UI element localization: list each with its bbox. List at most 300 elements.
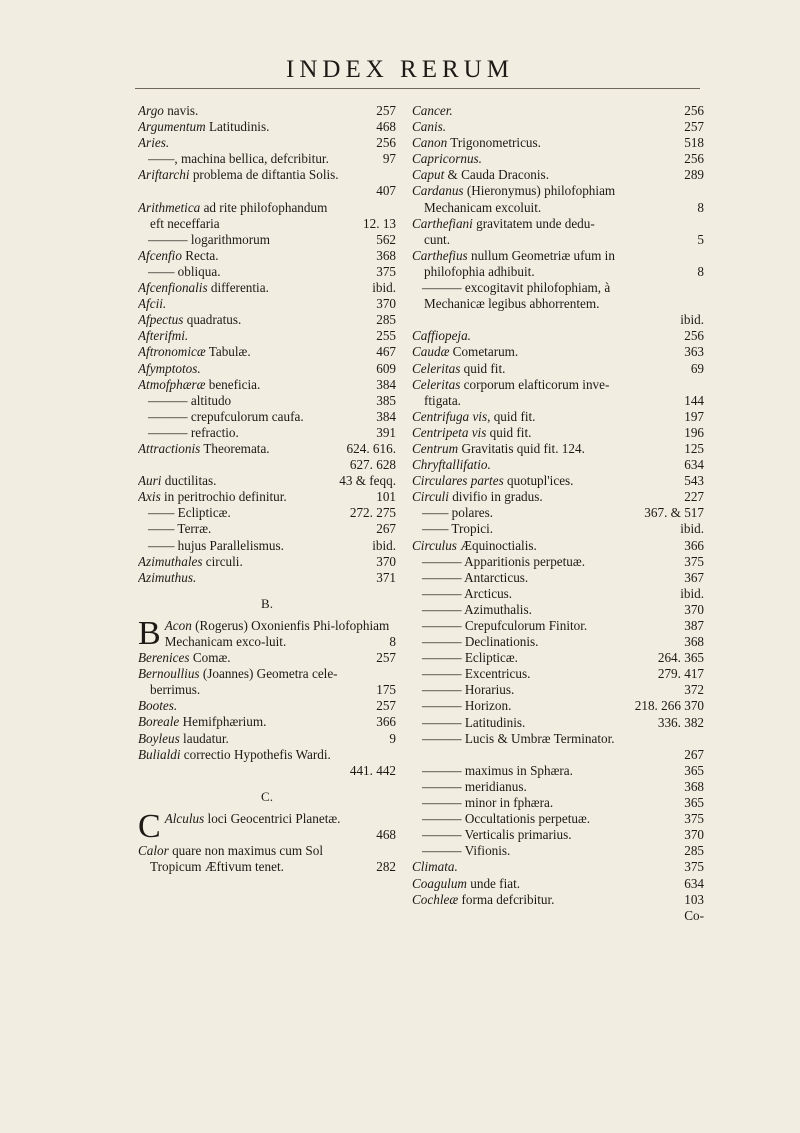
entry-head: Coagulum (412, 875, 467, 891)
entry-rest: Gravitatis quid fit. 124. (458, 440, 585, 456)
entry-rest: , quid fit. (487, 408, 536, 424)
index-entry (412, 216, 704, 232)
entry-head: Axis (138, 489, 161, 505)
index-entry (412, 296, 704, 312)
entry-text (412, 715, 654, 731)
entry-page: 9 (389, 730, 396, 746)
entry-text (138, 167, 392, 183)
entry-rest: ——, machina bellica, defcribitur. (148, 151, 329, 167)
index-entry (138, 151, 396, 167)
index-entry (138, 167, 396, 183)
entry-page: 385 (376, 392, 396, 408)
entry-page: 387 (684, 618, 704, 633)
index-entry (412, 892, 704, 908)
entry-rest: ——— Horarius. (422, 682, 515, 698)
index-entry (138, 521, 396, 537)
entry-rest: ——— Antarcticus. (422, 569, 529, 585)
entry-page: ibid. (372, 537, 396, 553)
entry-text (412, 827, 680, 843)
entry-text (412, 441, 680, 457)
entry-page: 468 (376, 827, 396, 843)
entry-text (138, 119, 372, 135)
index-entry (412, 167, 704, 183)
entry-head: Chryftallifatio. (412, 457, 491, 473)
entry-text (412, 554, 680, 570)
entry-page: 43 & feqq. (339, 473, 396, 489)
entry-rest: Hemifphærium. (179, 714, 267, 730)
entry-page: 144 (684, 392, 704, 408)
entry-rest: ——— Azimuthalis. (422, 601, 532, 617)
entry-text (412, 570, 680, 586)
entry-rest: problema de diftantia Solis. (189, 167, 339, 183)
entry-head: Acon (164, 617, 192, 633)
entry-rest: —— hujus Parallelismus. (148, 537, 284, 553)
index-entry (412, 200, 704, 216)
entry-head: Canis. (412, 119, 447, 135)
entry-rest: Mechanicæ legibus abhorrentem. (424, 296, 600, 312)
entry-text (412, 892, 680, 908)
entry-head: Afcenfio (138, 247, 182, 263)
entry-page: 257 (376, 103, 396, 118)
entry-text (138, 200, 392, 216)
index-entry (412, 795, 704, 811)
entry-text (412, 248, 700, 264)
index-entry (412, 505, 704, 521)
entry-head: Bulialdi (138, 746, 181, 762)
entry-rest: ——— crepufculorum caufa. (148, 408, 304, 424)
entry-text (412, 876, 680, 892)
entry-rest: —— Eclipticæ. (148, 505, 231, 521)
entry-head: Circuli (412, 489, 449, 505)
entry-rest: ——— Excentricus. (422, 666, 531, 682)
index-entry (138, 505, 396, 521)
index-entry (138, 248, 396, 264)
entry-page: 384 (376, 408, 396, 424)
index-entry (138, 650, 396, 666)
entry-text (412, 328, 680, 344)
entry-rest: ——— Apparitionis perpetuæ. (422, 553, 585, 569)
index-entry (138, 377, 396, 393)
entry-page: 407 (376, 183, 396, 199)
index-entry (412, 119, 704, 135)
entry-rest: ——— Eclipticæ. (422, 650, 518, 666)
entry-text (412, 457, 680, 473)
entry-rest: ——— minor in fphæra. (422, 795, 554, 811)
entry-rest: Latitudinis. (205, 119, 270, 135)
entry-text (138, 425, 372, 441)
entry-head: Argo (138, 103, 164, 118)
entry-head: Auri (138, 473, 162, 489)
entry-page: ibid. (680, 585, 704, 601)
entry-page: 279. 417 (657, 666, 704, 682)
entry-text (138, 570, 372, 586)
entry-head: Caudæ (412, 344, 450, 360)
entry-head: Caput (412, 167, 445, 183)
letter-heading-c: C. (261, 788, 273, 804)
index-entry (138, 666, 396, 682)
index-entry (138, 843, 396, 859)
index-entry (412, 827, 704, 843)
entry-text (138, 296, 372, 312)
entry-head: Azimuthales (138, 553, 203, 569)
entry-text (412, 811, 680, 827)
index-entry (138, 361, 396, 377)
entry-page: 125 (684, 440, 704, 456)
entry-page: 103 (684, 891, 704, 907)
entry-page: 375 (376, 263, 396, 279)
entry-head: Circulus (412, 537, 457, 553)
index-entry (138, 441, 396, 457)
index-entry (412, 264, 704, 280)
entry-text (412, 538, 680, 554)
index-entry (138, 119, 396, 135)
entry-page: 264. 365 (657, 650, 704, 666)
entry-text (138, 650, 372, 666)
entry-text (138, 682, 372, 698)
entry-page: ibid. (680, 312, 704, 328)
entry-text (138, 328, 372, 344)
entry-rest: Tropicum Æftivum tenet. (150, 859, 284, 875)
entry-rest: (Joannes) Geometra cele- (199, 666, 338, 682)
index-entry (138, 135, 396, 151)
entry-text (138, 843, 392, 859)
left-column (138, 103, 396, 875)
index-entry (412, 586, 704, 602)
entry-head: Bernoullius (138, 666, 200, 682)
entry-page: 256 (684, 151, 704, 167)
index-entry (412, 344, 704, 360)
entry-page: 267 (376, 521, 396, 537)
entry-head: Centripeta vis (412, 424, 487, 440)
entry-head: Afymptotos. (138, 360, 201, 376)
entry-rest: ——— Occultationis perpetuæ. (422, 811, 591, 827)
index-entry (138, 312, 396, 328)
entry-page: Co- (684, 907, 704, 923)
index-entry (412, 811, 704, 827)
entry-text (138, 151, 379, 167)
entry-text (412, 135, 680, 151)
entry-page: 256 (376, 135, 396, 151)
entry-head: Canon (412, 135, 448, 151)
entry-page: 441. 442 (349, 762, 396, 778)
index-entry (138, 763, 396, 779)
entry-page: ibid. (372, 280, 396, 296)
index-entry (138, 264, 396, 280)
index-entry (138, 859, 396, 875)
index-entry (412, 731, 704, 747)
index-entry (138, 538, 396, 554)
entry-rest: Tabulæ. (205, 344, 251, 360)
entry-text (412, 521, 676, 537)
entry-text (138, 747, 392, 763)
index-entry (412, 779, 704, 795)
entry-rest: —— polares. (422, 505, 494, 521)
entry-page: 363 (684, 344, 704, 360)
entry-page: 372 (684, 682, 704, 698)
entry-page: 8 (389, 634, 396, 649)
entry-text (138, 280, 368, 296)
index-entry (412, 859, 704, 875)
entry-head: Cochleæ (412, 891, 459, 907)
entry-rest: ——— Arcticus. (422, 585, 513, 601)
entry-page: 518 (684, 135, 704, 151)
entry-text (412, 634, 680, 650)
entry-head: Boreale (138, 714, 180, 730)
entry-head: Centrum (412, 440, 459, 456)
entry-text (138, 698, 372, 714)
entry-text (138, 554, 372, 570)
entry-rest: Comæ. (189, 650, 231, 666)
index-entry (412, 425, 704, 441)
index-entry (412, 103, 704, 119)
entry-head: Alculus (164, 810, 205, 826)
entry-rest: ——— Declinationis. (422, 634, 539, 650)
drop-cap-c: C (138, 810, 161, 844)
entry-text (412, 618, 680, 634)
entry-text (138, 489, 372, 505)
entry-page: 367. & 517 (644, 505, 704, 521)
entry-rest: Trigonometricus. (447, 135, 541, 151)
index-entry (412, 393, 704, 409)
entry-text (412, 280, 700, 296)
entry-page: 256 (684, 103, 704, 118)
entry-rest: ——— refractio. (148, 424, 239, 440)
entry-rest: gravitatem unde dedu- (472, 215, 595, 231)
index-entry (412, 715, 704, 731)
entry-text (412, 473, 680, 489)
entry-text (138, 248, 372, 264)
entry-head: Celeritas (412, 376, 461, 392)
index-entry (412, 377, 704, 393)
letter-heading-b: B. (261, 595, 273, 611)
entry-page: 282 (376, 859, 396, 875)
index-entry (138, 183, 396, 199)
index-entry (138, 714, 396, 730)
index-entry (138, 682, 396, 698)
entry-head: Boyleus (138, 730, 180, 746)
index-entry (138, 698, 396, 714)
entry-rest: & Cauda Draconis. (444, 167, 549, 183)
entry-head: Capricornus. (412, 151, 482, 167)
entry-page: 285 (684, 843, 704, 859)
entry-text (412, 650, 654, 666)
entries-b (138, 650, 396, 779)
entry-text (412, 296, 700, 312)
index-entry (412, 457, 704, 473)
index-entry (138, 344, 396, 360)
index-entry (138, 216, 396, 232)
entry-rest: nullum Geometriæ ufum in (467, 247, 615, 263)
entry-rest: Recta. (181, 247, 219, 263)
entry-text (412, 682, 680, 698)
entry-rest: quid fit. (460, 360, 506, 376)
entry-page: 624. 616. (346, 440, 396, 456)
entry-page: ibid. (680, 521, 704, 537)
entry-page: 543 (684, 473, 704, 489)
entry-text (412, 666, 654, 682)
entry-page: 255 (376, 328, 396, 344)
right-column (412, 103, 704, 924)
entry-head: Bootes. (138, 698, 178, 714)
index-entry (412, 650, 704, 666)
entry-page: 368 (684, 778, 704, 794)
entry-page: 272. 275 (349, 505, 396, 521)
entry-head: Afpectus (138, 312, 184, 328)
entry-rest: —— Tropici. (422, 521, 494, 537)
entry-rest: ——— Lucis & Umbræ Terminator. (422, 730, 615, 746)
entry-page: 375 (684, 811, 704, 827)
entry-page: 368 (376, 247, 396, 263)
entry-head: Afcii. (138, 296, 167, 312)
index-entry (412, 361, 704, 377)
entry-head: Argumentum (138, 119, 206, 135)
entry-rest: correctio Hypothefis Wardi. (180, 746, 331, 762)
entry-page: 267 (684, 746, 704, 762)
index-entry (138, 393, 396, 409)
entry-text (412, 216, 700, 232)
entry-text (138, 859, 372, 875)
index-entry (138, 232, 396, 248)
index-entry (138, 554, 396, 570)
entry-page: 627. 628 (349, 457, 396, 473)
index-entry (412, 409, 704, 425)
entry-rest: corporum elafticorum inve- (460, 376, 610, 392)
index-entry (412, 908, 704, 924)
entry-text (412, 151, 680, 167)
entry-text (138, 103, 372, 119)
index-entry (412, 312, 704, 328)
drop-cap-b: B (138, 617, 161, 651)
entry-head: Aries. (138, 135, 170, 151)
index-entry (412, 183, 704, 199)
entry-page: 289 (684, 167, 704, 183)
entry-page: 97 (382, 151, 396, 167)
entry-head: Attractionis (138, 440, 201, 456)
entry-head: Cardanus (412, 183, 464, 199)
entry-page: 609 (376, 360, 396, 376)
entry-head: Cancer. (412, 103, 453, 118)
entry-rest: Æquinoctialis. (456, 537, 537, 553)
entry-rest: ——— Crepufculorum Finitor. (422, 618, 588, 633)
entry-text (138, 409, 372, 425)
entry-page: 257 (376, 698, 396, 714)
index-entry (138, 425, 396, 441)
entry-text (412, 167, 680, 183)
entry-rest: quotupl'ices. (503, 473, 574, 489)
entry-text (138, 441, 343, 457)
entry-page: 196 (684, 424, 704, 440)
entry-calculus (138, 811, 396, 843)
header-rule (135, 88, 700, 89)
entry-text: loci Geocentrici Planetæ. (204, 810, 341, 826)
index-entry (412, 843, 704, 859)
entry-page: 634 (684, 875, 704, 891)
entry-page: 370 (376, 296, 396, 312)
entry-head: Ariftarchi (138, 167, 190, 183)
entry-page: 370 (684, 601, 704, 617)
entry-rest: ——— altitudo (148, 392, 232, 408)
entry-rest: Theoremata. (200, 440, 270, 456)
entry-text (412, 377, 700, 393)
entry-rest: philofophia adhibuit. (424, 263, 535, 279)
index-entry (412, 521, 704, 537)
entry-page: 366 (684, 537, 704, 553)
index-entry (412, 682, 704, 698)
entry-rest: —— Terræ. (148, 521, 212, 537)
entry-page: 384 (376, 376, 396, 392)
entry-text (412, 859, 680, 875)
index-entry (138, 103, 396, 119)
index-entry (412, 538, 704, 554)
index-entry (138, 409, 396, 425)
entry-page: 371 (376, 569, 396, 585)
index-entry (412, 570, 704, 586)
entry-text (412, 698, 631, 714)
entry-rest: Mechanicam excoluit. (424, 199, 542, 215)
entry-text (412, 361, 687, 377)
entry-rest: in peritrochio definitur. (160, 489, 287, 505)
entry-page: 5 (697, 231, 704, 247)
entry-rest: navis. (163, 103, 199, 118)
entry-rest: ——— Horizon. (422, 698, 512, 714)
entry-rest: unde fiat. (466, 875, 521, 891)
entry-text (412, 103, 680, 119)
entry-page: 175 (376, 682, 396, 698)
entry-text (412, 763, 680, 779)
entry-rest: Cometarum. (449, 344, 519, 360)
index-entry (138, 747, 396, 763)
entry-page: 227 (684, 489, 704, 505)
index-entry (138, 473, 396, 489)
index-entry (138, 296, 396, 312)
entry-text (412, 489, 680, 505)
entry-head: Celeritas (412, 360, 461, 376)
index-entry (412, 135, 704, 151)
entry-rest: —— obliqua. (148, 263, 221, 279)
entry-text: (Rogerus) Oxonienfis Phi-lofophiam Mechanicam exco-luit. (164, 617, 390, 649)
entries-a (138, 103, 396, 586)
entry-text (412, 344, 680, 360)
entry-text (412, 795, 680, 811)
entry-head: Calor (138, 843, 169, 859)
entry-text (138, 264, 372, 280)
entry-text (412, 264, 693, 280)
index-entry (412, 248, 704, 264)
entry-rest: quare non maximus cum Sol (168, 843, 323, 859)
entry-rest: ——— excogitavit philofophiam, à (422, 280, 611, 296)
entry-text (138, 714, 372, 730)
index-entry (412, 698, 704, 714)
entry-text (138, 361, 372, 377)
entry-head: Afterifmi. (138, 328, 189, 344)
entry-page: 257 (684, 119, 704, 135)
index-entry (412, 328, 704, 344)
index-entry (412, 747, 704, 763)
entry-text (138, 505, 346, 521)
entry-text (412, 602, 680, 618)
index-entry (138, 489, 396, 505)
index-entry (138, 570, 396, 586)
entry-rest: laudatur. (179, 730, 229, 746)
entry-text (138, 521, 372, 537)
entry-page: 634 (684, 457, 704, 473)
entry-head: Circulares partes (412, 473, 504, 489)
entry-head: Carthefius (412, 247, 468, 263)
index-entry (412, 763, 704, 779)
entry-text (412, 425, 680, 441)
entry-text (412, 731, 700, 747)
entry-text (412, 779, 680, 795)
